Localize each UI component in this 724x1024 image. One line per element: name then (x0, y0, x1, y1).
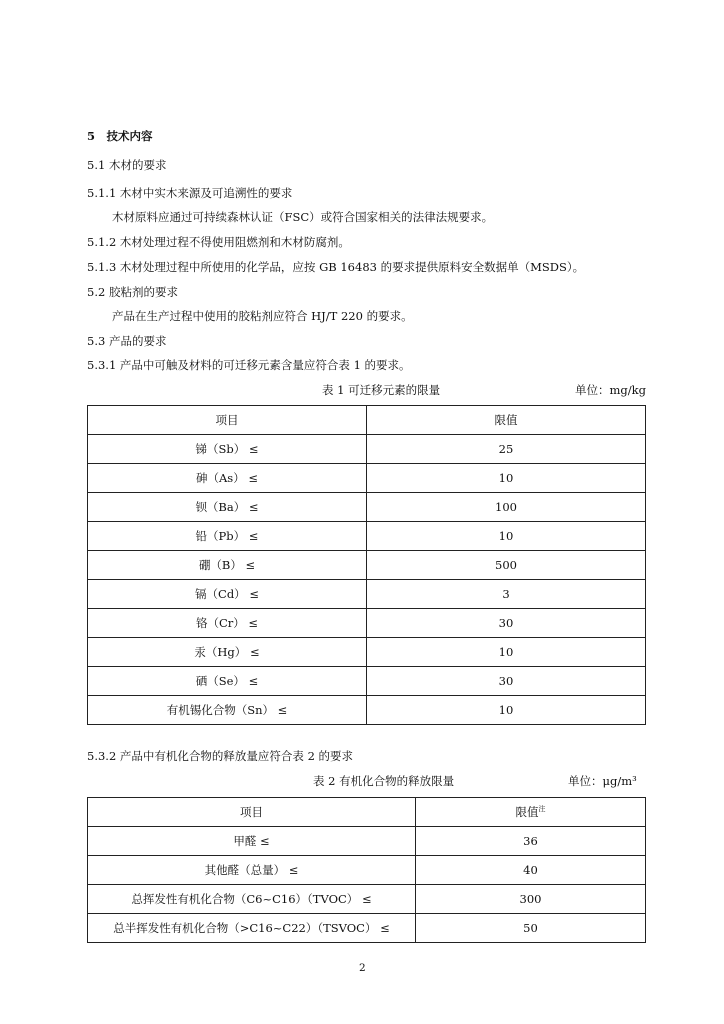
table1-cell-item: 铬（Cr） ≤ (88, 609, 367, 638)
table2-cell-item: 总半挥发性有机化合物（>C16~C22）（TSVOC） ≤ (88, 914, 416, 943)
table1-cell-item: 硒（Se） ≤ (88, 667, 367, 696)
table1 (87, 405, 646, 725)
table2-header-item: 项目 (88, 798, 416, 827)
table1-cell-limit: 3 (367, 580, 646, 609)
table-row (88, 696, 646, 725)
heading-5-3-1: 5.3.1 产品中可触及材料的可迁移元素含量应符合表 1 的要求。 (87, 358, 411, 372)
table-row (88, 609, 646, 638)
table1-cell-item: 锑（Sb） ≤ (88, 435, 367, 464)
table1-cell-limit: 30 (367, 667, 646, 696)
heading-5-3: 5.3 产品的要求 (87, 334, 167, 348)
table2-cell-item: 总挥发性有机化合物（C6~C16）（TVOC） ≤ (88, 885, 416, 914)
table2-cell-limit: 40 (416, 856, 646, 885)
table2-header-row (88, 798, 646, 827)
table1-cell-item: 有机锡化合物（Sn） ≤ (88, 696, 367, 725)
table-row (88, 856, 646, 885)
table2-header-note: 注 (538, 805, 546, 814)
table1-cell-limit: 10 (367, 638, 646, 667)
table1-caption: 表 1 可迁移元素的限量 (322, 383, 441, 397)
table1-cell-item: 砷（As） ≤ (88, 464, 367, 493)
table-row (88, 464, 646, 493)
table-row (88, 435, 646, 464)
table1-header-item: 项目 (88, 406, 367, 435)
table-row (88, 914, 646, 943)
table1-cell-item: 钡（Ba） ≤ (88, 493, 367, 522)
heading-5-2: 5.2 胶粘剂的要求 (87, 285, 178, 299)
table-row (88, 885, 646, 914)
table1-cell-limit: 10 (367, 522, 646, 551)
table-row (88, 551, 646, 580)
table1-cell-limit: 10 (367, 696, 646, 725)
table-row (88, 667, 646, 696)
table2-cell-limit: 50 (416, 914, 646, 943)
table2-header-limit-cell (416, 798, 646, 827)
table2-cell-item: 其他醛（总量） ≤ (88, 856, 416, 885)
table1-unit: 单位：mg/kg (575, 383, 646, 397)
table2-unit: 单位：μg/m³ (568, 774, 637, 788)
table1-cell-item: 铅（Pb） ≤ (88, 522, 367, 551)
table2-cell-limit: 300 (416, 885, 646, 914)
para-5-1-1: 木材原料应通过可持续森林认证（FSC）或符合国家相关的法律法规要求。 (112, 210, 494, 224)
table1-header-row (88, 406, 646, 435)
table2-header-limit: 限值 (515, 805, 539, 819)
table1-cell-item: 硼（B） ≤ (88, 551, 367, 580)
table2-caption: 表 2 有机化合物的释放限量 (313, 774, 455, 788)
table2 (87, 797, 646, 943)
table-row (88, 522, 646, 551)
heading-5-3-2: 5.3.2 产品中有机化合物的释放量应符合表 2 的要求 (87, 749, 354, 763)
table1-cell-limit: 25 (367, 435, 646, 464)
table1-cell-limit: 30 (367, 609, 646, 638)
section-heading-5: 5 技术内容 (87, 129, 153, 143)
table2-cell-limit: 36 (416, 827, 646, 856)
heading-5-1-1: 5.1.1 木材中实木来源及可追溯性的要求 (87, 186, 293, 200)
table1-cell-limit: 500 (367, 551, 646, 580)
heading-5-1-3: 5.1.3 木材处理过程中所使用的化学品，应按 GB 16483 的要求提供原料安全数据单（MSDS）。 (87, 260, 585, 274)
para-5-2: 产品在生产过程中使用的胶粘剂应符合 HJ/T 220 的要求。 (112, 309, 413, 323)
table1-cell-limit: 10 (367, 464, 646, 493)
table1-cell-item: 汞（Hg） ≤ (88, 638, 367, 667)
heading-5-1-2: 5.1.2 木材处理过程不得使用阻燃剂和木材防腐剂。 (87, 235, 350, 249)
table-row (88, 827, 646, 856)
table-row (88, 638, 646, 667)
table1-cell-limit: 100 (367, 493, 646, 522)
heading-5-1: 5.1 木材的要求 (87, 158, 167, 172)
table1-header-limit: 限值 (367, 406, 646, 435)
table-row (88, 493, 646, 522)
table-row (88, 580, 646, 609)
table1-cell-item: 镉（Cd） ≤ (88, 580, 367, 609)
page-number: 2 (359, 962, 366, 974)
table2-cell-item: 甲醛 ≤ (88, 827, 416, 856)
